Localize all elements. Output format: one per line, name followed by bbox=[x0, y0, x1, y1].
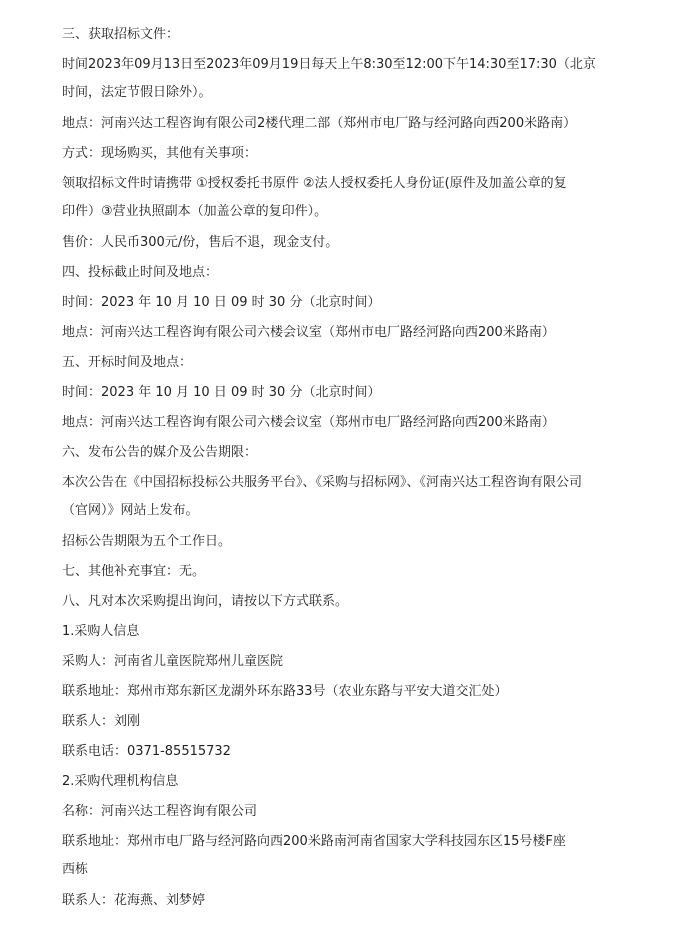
obtain-time-line-2: 时间，法定节假日除外）。 bbox=[62, 85, 212, 100]
heading-bid-opening: 五、开标时间及地点： bbox=[62, 355, 193, 370]
obtain-time-line-1: 时间2023年09月13日至2023年09月19日每天上午8:30至12:00下午14:30至17:30（北京 bbox=[62, 57, 596, 72]
bid-deadline-time: 时间：2023 年 10 月 10 日 09 时 30 分（北京时间） bbox=[62, 295, 381, 310]
purchaser-phone: 联系电话：0371-85515732 bbox=[62, 744, 231, 759]
purchaser-contact-person: 联系人：刘刚 bbox=[62, 714, 141, 729]
obtain-location: 地点：河南兴达工程咨询有限公司2楼代理二部（郑州市电厂路与经河路向西200米路南） bbox=[62, 116, 577, 131]
purchaser-info-heading: 1.采购人信息 bbox=[62, 624, 140, 639]
agency-contact-person: 联系人：花海燕、刘梦婷 bbox=[62, 893, 206, 908]
bid-deadline-location: 地点：河南兴达工程咨询有限公司六楼会议室（郑州市电厂路经河路向西200米路南） bbox=[62, 325, 555, 340]
heading-publication-media: 六、发布公告的媒介及公告期限： bbox=[62, 445, 258, 460]
purchaser-address: 联系地址：郑州市郑东新区龙湖外环东路33号（农业东路与平安大道交汇处） bbox=[62, 684, 508, 699]
document-price: 售价：人民币300元/份，售后不退，现金支付。 bbox=[62, 235, 339, 250]
agency-address-line-1: 联系地址：郑州市电厂路与经河路向西200米路南河南省国家大学科技园东区15号楼F座 bbox=[62, 834, 566, 849]
agency-info-heading: 2.采购代理机构信息 bbox=[62, 774, 179, 789]
heading-obtain-documents: 三、获取招标文件： bbox=[62, 27, 180, 42]
bid-opening-location: 地点：河南兴达工程咨询有限公司六楼会议室（郑州市电厂路经河路向西200米路南） bbox=[62, 415, 555, 430]
announcement-period: 招标公告期限为五个工作日。 bbox=[62, 534, 232, 549]
heading-other-matters: 七、其他补充事宜：无。 bbox=[62, 564, 206, 579]
required-documents-line-1: 领取招标文件时请携带 ①授权委托书原件 ②法人授权委托人身份证(原件及加盖公章的复 bbox=[62, 176, 567, 191]
heading-contact: 八、凡对本次采购提出询问，请按以下方式联系。 bbox=[62, 594, 349, 609]
purchaser-name: 采购人：河南省儿童医院郑州儿童医院 bbox=[62, 654, 284, 669]
publication-media-line-2: （官网）》网站上发布。 bbox=[62, 503, 199, 518]
obtain-method: 方式：现场购买，其他有关事项： bbox=[62, 146, 258, 161]
agency-name: 名称：河南兴达工程咨询有限公司 bbox=[62, 804, 258, 819]
publication-media-line-1: 本次公告在《中国招标投标公共服务平台》、《采购与招标网》、《河南兴达工程咨询有限公司 bbox=[62, 475, 583, 490]
agency-address-line-2: 西栋 bbox=[62, 862, 89, 877]
document-body bbox=[62, 20, 618, 916]
required-documents-line-2: 印件）③营业执照副本（加盖公章的复印件）。 bbox=[62, 204, 328, 219]
heading-bid-deadline: 四、投标截止时间及地点： bbox=[62, 265, 219, 280]
bid-opening-time: 时间：2023 年 10 月 10 日 09 时 30 分（北京时间） bbox=[62, 385, 381, 400]
